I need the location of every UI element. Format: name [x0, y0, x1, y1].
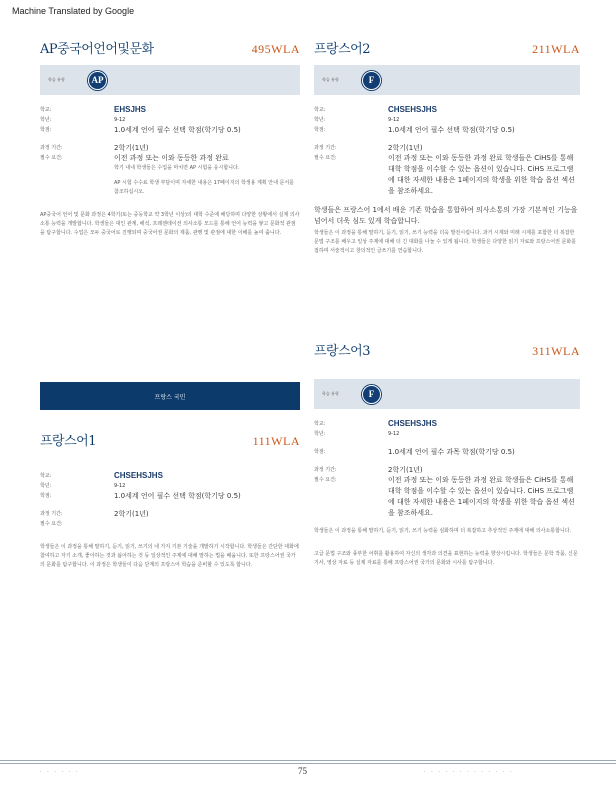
machine-translation-banner: Machine Translated by Google: [12, 6, 135, 16]
footer-rule: [0, 763, 616, 764]
course-description: 학생들은 이 과정을 통해 말하기, 듣기, 읽기, 쓰기의 네 가지 기본 기술을 개발하기 시작합니다. 학생들은 간단한 대화에 참여하고 자기 소개, 좋아하는 것과 싫어하는 것 등 일상적인 주제에 대해 말하는 법을 배웁니다. 또한 프랑스어권 국가의 문화를 탐구합니다. 이 과정은 학생들이 다음 단계의 프랑스어 학습을 준비할 수 있도록 합니다.: [40, 544, 299, 568]
course-duration: 2학기(1년): [114, 510, 149, 518]
course-description: 학생들은 이 과정을 통해 말하기, 듣기, 읽기, 쓰기 능력을 더욱 발전시킵니다. 과거 시제와 미래 시제를 포함한 더 복잡한 문법 구조를 배우고 일상 주제에 대해 더 긴 대화를 나눌 수 있게 됩니다. 학생들은 다양한 읽기 자료와 프랑스어권 문화를 접하며 서술적이고 창의적인 글쓰기를 연습합니다.: [314, 230, 577, 254]
course-info: [40, 105, 300, 197]
course-credit: 1.0세계 언어 필수 선택 학점(학기당 0.5): [114, 492, 241, 500]
course-note: AP 시험 수수료 학생 부담이며 자세한 내용은 17페이지의 학생용 계획 안내 문서를 참조하십시오.: [114, 180, 295, 195]
course-prereq: 이전 과정 또는 이와 동등한 과정 완료 학생들은 CiHS를 통해 대학 학점을 이수할 수 있는 옵션이 있습니다. CiHS 프로그램에 대한 자세한 내용은 1페이지의 학생을 위한 학습 옵션 섹션을 참조하세요.: [388, 476, 575, 517]
course-summary: 학생들은 프랑스어 1에서 배운 기존 학습을 통합하여 의사소통의 가장 기본적인 기능을 넘어서 더욱 심도 있게 학습합니다.: [314, 206, 578, 225]
prereq-label: 필수 요건:: [314, 477, 337, 483]
school-label: 학교:: [314, 421, 326, 427]
prereq-label: 필수 요건:: [40, 155, 63, 161]
school-label: 학교:: [40, 473, 52, 479]
course-band: [314, 65, 580, 95]
credit-label: 학점:: [314, 449, 326, 455]
duration-label: 과정 기간:: [40, 145, 63, 151]
school-label: 학교:: [314, 107, 326, 113]
course-title: 프랑스어3: [314, 344, 371, 359]
course-prereq: 이전 과정 또는 이와 동등한 과정 완료: [114, 154, 229, 162]
course-school: CHSEHSJHS: [388, 105, 437, 114]
course-band: [314, 379, 580, 409]
prereq-label: 필수 요건:: [40, 521, 63, 527]
career-emblem-icon: F: [362, 71, 381, 90]
course-header: [314, 340, 580, 359]
course-credit: 1.0세계 언어 필수 과목 학점(학기당 0.5): [388, 448, 515, 456]
course-code: 111WLA: [252, 434, 300, 448]
course-grade: 9-12: [388, 431, 400, 437]
duration-label: 과정 기간:: [314, 145, 337, 151]
course-credit: 1.0세계 언어 필수 선택 학점(학기당 0.5): [388, 126, 515, 134]
program-section-bar: [40, 382, 300, 410]
course-prereq: [114, 519, 300, 529]
course-duration: 2학기(1년): [114, 144, 149, 152]
course-description: 고급 문법 구조와 풍부한 어휘를 활용하여 자신의 생각과 의견을 표현하는 능력을 향상시킵니다. 학생들은 문학 작품, 신문 기사, 영상 자료 등 실제 자료를 통해 프랑스어권 국가의 문화와 시사를 탐구합니다.: [314, 551, 578, 566]
course-credit: 1.0세계 언어 필수 선택 학점(학기당 0.5): [114, 126, 241, 134]
course-title: AP중국어언어및문화: [40, 42, 154, 57]
course-french-3: [314, 340, 580, 568]
course-header: [40, 38, 300, 57]
course-info: [40, 471, 300, 529]
course-code: 211WLA: [532, 42, 580, 56]
credit-label: 학점:: [40, 493, 52, 499]
course-duration: 2학기(1년): [388, 466, 423, 474]
course-note: 학기 내내 학생들은 수업을 마치면 AP 시험을 응시합니다.: [114, 165, 240, 171]
grade-label: 학년:: [40, 117, 52, 123]
course-grade: 9-12: [114, 117, 126, 123]
course-school: CHSEHSJHS: [114, 471, 163, 480]
course-info: [314, 419, 580, 519]
course-prereq: 이전 과정 또는 이와 동등한 과정 완료 학생들은 CiHS를 통해 대학 학점을 이수할 수 있는 옵션이 있습니다. CiHS 프로그램에 대한 자세한 내용은 1페이지의 학생을 위한 학습 옵션 섹션을 참조하세요.: [388, 154, 575, 195]
footer-rule: [0, 760, 616, 761]
band-label: 학습 유형: [48, 77, 65, 82]
career-emblem-icon: F: [362, 385, 381, 404]
duration-label: 과정 기간:: [40, 511, 63, 517]
course-french-1: [40, 430, 300, 570]
school-label: 학교:: [40, 107, 52, 113]
band-label: 학습 유형: [322, 391, 339, 396]
footer-left-text: · · · · · ·: [40, 769, 80, 775]
course-header: [40, 430, 300, 449]
course-band: [40, 65, 300, 95]
grade-label: 학년:: [314, 117, 326, 123]
course-description: AP중국어 언어 및 문화 과정은 4학기(또는 중등학교 약 3학년 이상)의 대학 수준에 해당하며 다양한 상황에서 실제 의사소통 능력을 개발합니다. 학생들은 대인 관계, 해석, 프레젠테이션 의사소통 모드를 통해 언어 능력을 쌓고 문화적 관점을 탐구합니다. 수업은 모두 중국어로 진행되며 중국어권 문화의 제품, 관행 및 관점에 대한 이해를 높여 줍니다.: [40, 212, 300, 236]
grade-label: 학년:: [40, 483, 52, 489]
course-grade: 9-12: [388, 117, 400, 123]
course-description: 학생들은 이 과정을 통해 말하기, 듣기, 읽기, 쓰기 능력을 심화하며 더 복잡하고 추상적인 주제에 대해 의사소통합니다.: [314, 528, 572, 534]
grade-label: 학년:: [314, 431, 326, 437]
course-title: 프랑스어1: [40, 434, 97, 449]
course-header: [314, 38, 580, 57]
course-school: CHSEHSJHS: [388, 419, 437, 428]
credit-label: 학점:: [40, 127, 52, 133]
prereq-label: 필수 요건:: [314, 155, 337, 161]
course-code: 311WLA: [532, 344, 580, 358]
course-info: [314, 105, 580, 197]
ap-emblem-icon: AP: [88, 71, 107, 90]
course-french-2: [314, 38, 580, 256]
course-school: EHSJHS: [114, 105, 147, 114]
course-code: 495WLA: [251, 42, 300, 56]
credit-label: 학점:: [314, 127, 326, 133]
band-label: 학습 유형: [322, 77, 339, 82]
page-number: 75: [298, 766, 307, 776]
duration-label: 과정 기간:: [314, 467, 337, 473]
course-grade: 9-12: [114, 483, 126, 489]
course-duration: 2학기(1년): [388, 144, 423, 152]
course-title: 프랑스어2: [314, 42, 371, 57]
program-section-title: 프랑스 국민: [154, 393, 186, 401]
course-ap-chinese: [40, 38, 300, 238]
footer-right-text: · · · · · · · · · · · · ·: [424, 769, 514, 775]
